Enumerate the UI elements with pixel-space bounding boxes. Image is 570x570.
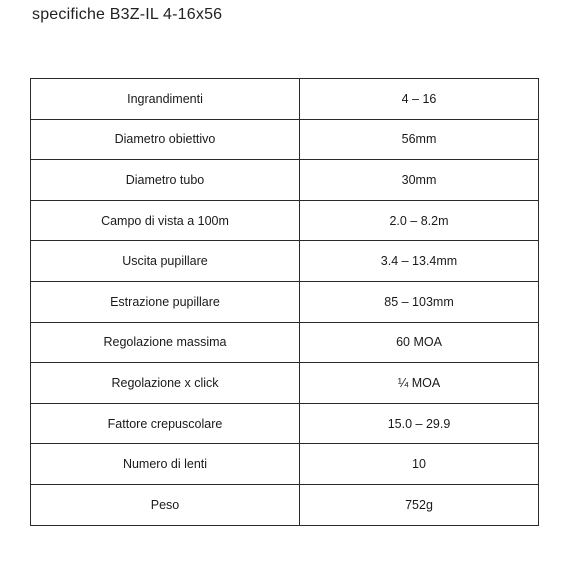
spec-label: Numero di lenti bbox=[31, 444, 300, 485]
table-row bbox=[31, 241, 539, 282]
spec-label: Estrazione pupillare bbox=[31, 281, 300, 322]
spec-label: Ingrandimenti bbox=[31, 79, 300, 120]
spec-value: 85 – 103mm bbox=[300, 281, 539, 322]
spec-value: 56mm bbox=[300, 119, 539, 160]
spec-value: 10 bbox=[300, 444, 539, 485]
page-title: specifiche B3Z-IL 4-16x56 bbox=[32, 6, 223, 23]
table-row bbox=[31, 79, 539, 120]
spec-label: Peso bbox=[31, 484, 300, 525]
table-row bbox=[31, 444, 539, 485]
spec-value: ¼ MOA bbox=[300, 363, 539, 404]
specifications-table bbox=[30, 78, 539, 526]
spec-label: Regolazione massima bbox=[31, 322, 300, 363]
table-row bbox=[31, 200, 539, 241]
spec-value: 30mm bbox=[300, 160, 539, 201]
spec-value: 2.0 – 8.2m bbox=[300, 200, 539, 241]
table-row bbox=[31, 363, 539, 404]
table-row bbox=[31, 403, 539, 444]
spec-value: 60 MOA bbox=[300, 322, 539, 363]
table-row bbox=[31, 160, 539, 201]
table-row bbox=[31, 484, 539, 525]
table-row bbox=[31, 281, 539, 322]
spec-value: 3.4 – 13.4mm bbox=[300, 241, 539, 282]
table-row bbox=[31, 119, 539, 160]
spec-label: Uscita pupillare bbox=[31, 241, 300, 282]
spec-label: Diametro obiettivo bbox=[31, 119, 300, 160]
spec-value: 15.0 – 29.9 bbox=[300, 403, 539, 444]
spec-value: 4 – 16 bbox=[300, 79, 539, 120]
table-row bbox=[31, 322, 539, 363]
spec-value: 752g bbox=[300, 484, 539, 525]
spec-label: Diametro tubo bbox=[31, 160, 300, 201]
spec-label: Regolazione x click bbox=[31, 363, 300, 404]
spec-label: Fattore crepuscolare bbox=[31, 403, 300, 444]
spec-label: Campo di vista a 100m bbox=[31, 200, 300, 241]
